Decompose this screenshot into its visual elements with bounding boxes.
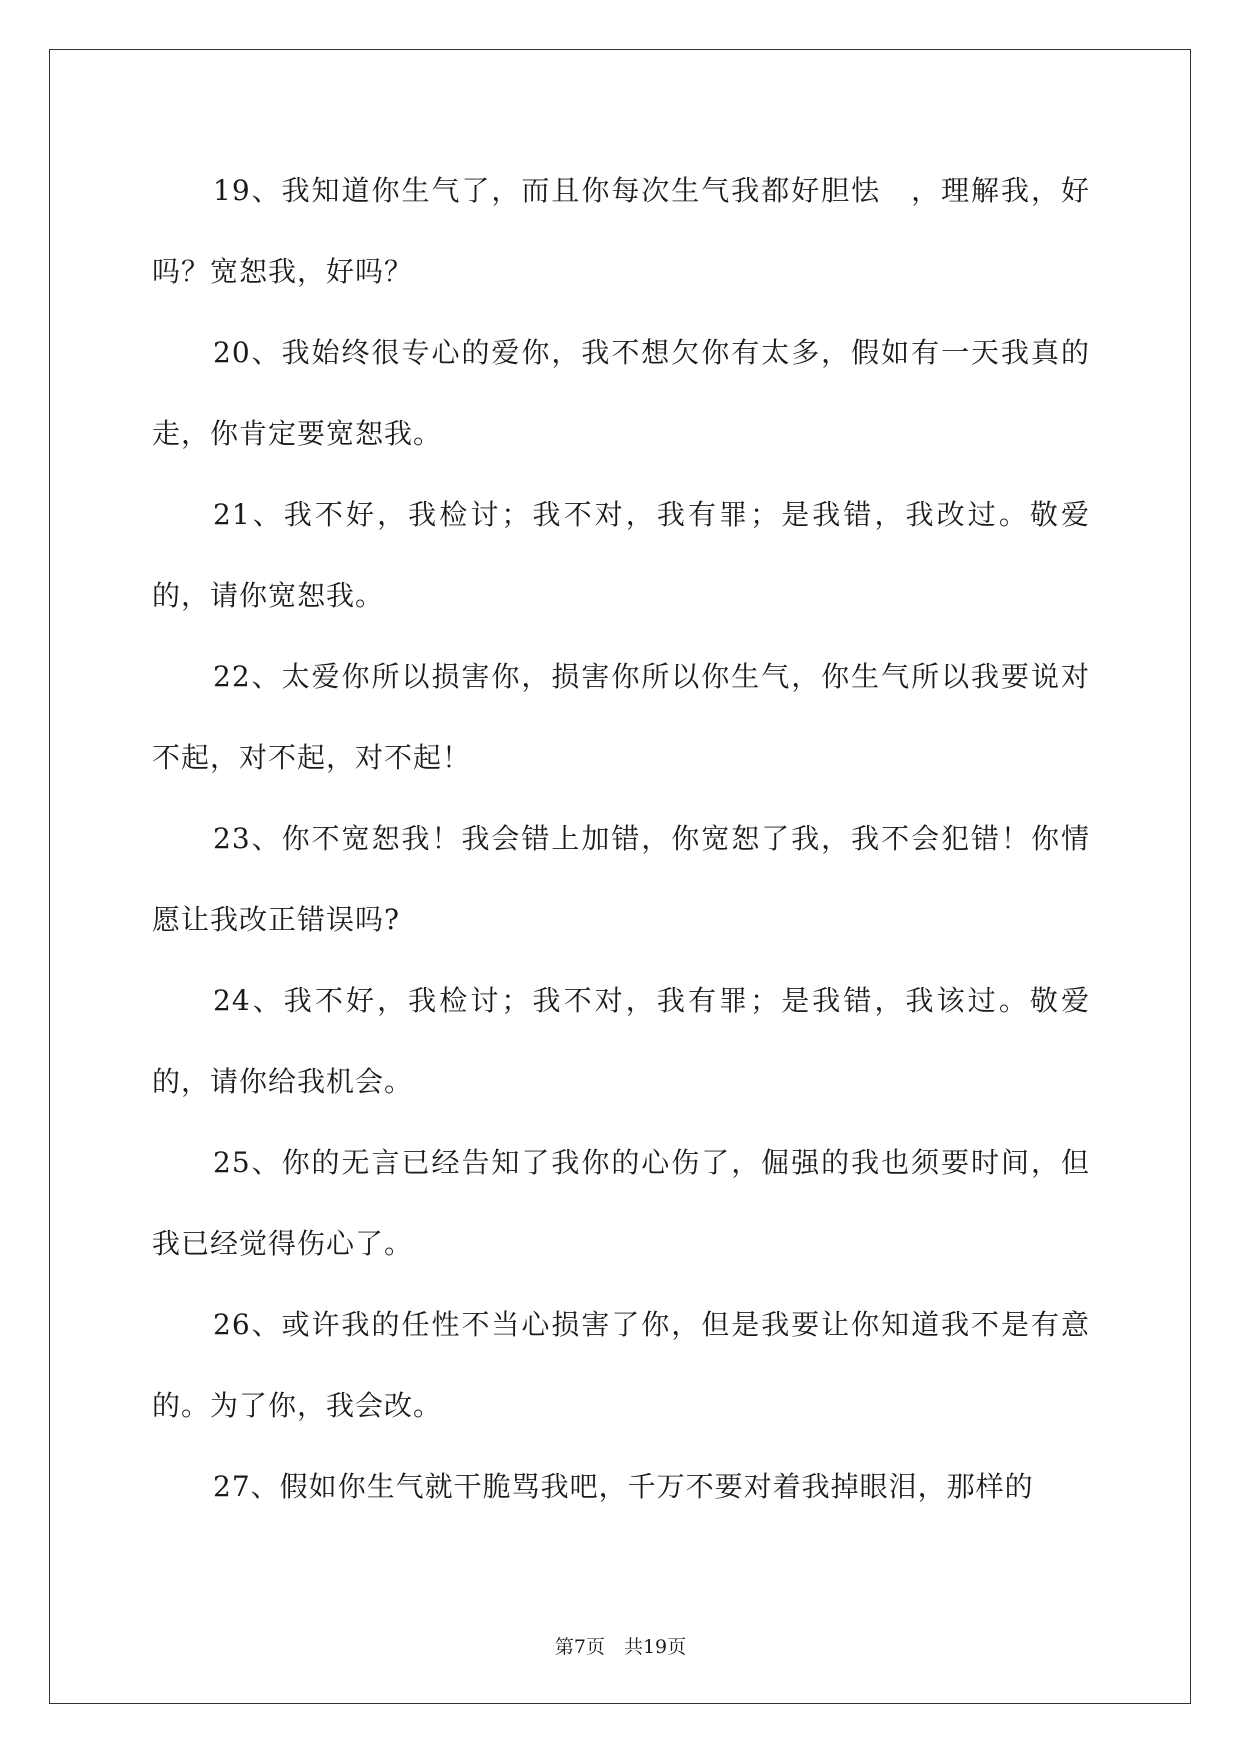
paragraph-26: 26、或许我的任性不当心损害了你，但是我要让你知道我不是有意的。为了你，我会改。	[152, 1308, 1090, 1422]
paragraph-20: 20、我始终很专心的爱你，我不想欠你有太多，假如有一天我真的走，你肯定要宽恕我。	[152, 336, 1090, 450]
paragraph-21: 21、我不好，我检讨；我不对，我有罪；是我错，我改过。敬爱的，请你宽恕我。	[152, 498, 1090, 612]
paragraph-25: 25、你的无言已经告知了我你的心伤了，倔强的我也须要时间，但我已经觉得伤心了。	[152, 1146, 1090, 1260]
paragraph-23: 23、你不宽恕我！我会错上加错，你宽恕了我，我不会犯错！你情愿让我改正错误吗?	[152, 822, 1090, 936]
paragraph-19: 19、我知道你生气了，而且你每次生气我都好胆怯 ，理解我，好吗？宽恕我，好吗？	[152, 174, 1090, 288]
document-body	[152, 150, 1090, 1527]
paragraph-22: 22、太爱你所以损害你，损害你所以你生气，你生气所以我要说对不起，对不起，对不起！	[152, 660, 1090, 774]
paragraph-24: 24、我不好，我检讨；我不对，我有罪；是我错，我该过。敬爱的，请你给我机会。	[152, 984, 1090, 1098]
page-number-footer: 第7页 共19页	[554, 1636, 687, 1658]
paragraph-27: 27、假如你生气就干脆骂我吧，千万不要对着我掉眼泪，那样的	[213, 1470, 1034, 1503]
